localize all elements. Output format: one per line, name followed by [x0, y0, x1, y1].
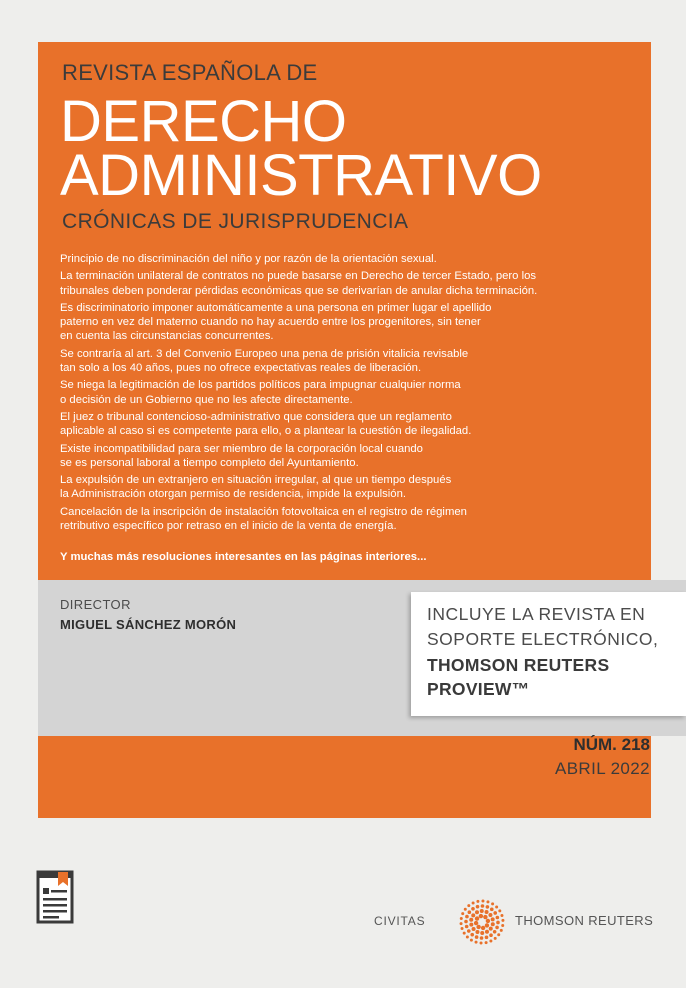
- logo-dot: [486, 905, 490, 909]
- logo-dot: [486, 900, 489, 903]
- logo-dot: [481, 926, 485, 930]
- logo-dot: [468, 910, 472, 914]
- logo-dot: [500, 929, 503, 932]
- logo-dot: [480, 909, 484, 913]
- logo-dot: [475, 930, 479, 934]
- logo-dot: [485, 910, 489, 914]
- contents-item-line: Se niega la legitimación de los partidos políticos para impugnar cualquier norma: [60, 379, 461, 392]
- logo-dot: [494, 937, 497, 940]
- logo-dot: [461, 912, 464, 915]
- logo-dot: [464, 920, 468, 924]
- logo-dot: [500, 914, 503, 917]
- issue-date: ABRIL 2022: [554, 759, 650, 778]
- contents-item: [60, 473, 620, 502]
- logo-dot: [467, 904, 470, 907]
- logo-dot: [489, 940, 492, 943]
- logo-dot: [495, 905, 498, 908]
- document-bookmark-icon: [36, 870, 76, 926]
- logo-dot: [496, 921, 500, 925]
- contents-item-line: la Administración otorgan permiso de residencia, impide la expulsión.: [60, 488, 406, 501]
- logo-dot: [489, 927, 493, 931]
- journal-pretitle: REVISTA ESPAÑOLA DE: [62, 60, 318, 85]
- contents-item: [60, 410, 620, 439]
- contents-item: [60, 347, 620, 376]
- logo-dot: [480, 936, 484, 940]
- logo-dot: [475, 935, 479, 939]
- contents-item-line: tan solo a los 40 años, pues no ofrece expectativas reales de liberación.: [60, 362, 422, 375]
- contents-item-line: retributivo específico por retraso en el inicio de la venta de energía.: [60, 520, 397, 533]
- journal-subtitle: CRÓNICAS DE JURISPRUDENCIA: [62, 210, 409, 233]
- civitas-imprint: CIVITAS: [374, 914, 426, 928]
- logo-dot: [491, 922, 495, 926]
- logo-dot: [485, 930, 489, 934]
- logo-dot: [485, 936, 489, 940]
- logo-dot: [469, 923, 473, 927]
- logo-dot: [472, 927, 476, 931]
- logo-dot: [480, 941, 483, 944]
- logo-dot: [496, 916, 500, 920]
- thomson-reuters-name: THOMSON REUTERS: [515, 913, 654, 928]
- contents-item-line: Es discriminatorio imponer automáticamente a una persona en primer lugar el apellido: [60, 301, 492, 314]
- contents-item-line: en cuenta las circunstancias concurrentes.: [60, 330, 274, 343]
- logo-dot: [474, 921, 478, 925]
- logo-dot: [489, 933, 493, 937]
- promo-line-1: INCLUYE LA REVISTA EN: [427, 604, 646, 624]
- logo-dot: [471, 913, 475, 917]
- contents-item: [60, 378, 620, 407]
- issue-number: NÚM. 218: [573, 735, 650, 754]
- contents-item-line: Existe incompatibilidad para ser miembro de la corporación local cuando: [60, 442, 423, 455]
- contents-item: [60, 252, 620, 266]
- logo-dot: [467, 929, 471, 933]
- logo-dot: [481, 904, 485, 908]
- logo-dot: [476, 925, 480, 929]
- logo-dot: [486, 919, 490, 923]
- proview-promo-box: [411, 592, 686, 716]
- contents-item: [60, 442, 620, 471]
- logo-dot: [460, 917, 463, 920]
- contents-item: [60, 269, 620, 298]
- logo-dot: [475, 910, 479, 914]
- logo-dot: [480, 931, 484, 935]
- contents-item-line: Principio de no discriminación del niño y por razón de la orientación sexual.: [60, 253, 437, 265]
- logo-dot: [465, 925, 469, 929]
- promo-line-4: PROVIEW™: [427, 679, 530, 699]
- contents-item: [60, 505, 620, 534]
- logo-dot: [479, 914, 483, 918]
- logo-dot: [472, 901, 475, 904]
- logo-dot: [497, 933, 500, 936]
- logo-dot: [501, 919, 504, 922]
- contents-list: [60, 252, 620, 536]
- logo-dot: [483, 915, 487, 919]
- logo-dot: [470, 939, 473, 942]
- director-name: MIGUEL SÁNCHEZ MORÓN: [60, 617, 237, 632]
- contents-item-line: El juez o tribunal contencioso-administrativo que considera que un reglamento: [60, 410, 452, 423]
- logo-dot: [463, 932, 466, 935]
- director-label: DIRECTOR: [60, 597, 131, 612]
- logo-dot: [481, 900, 484, 903]
- logo-dot: [465, 915, 469, 919]
- logo-dot: [485, 923, 489, 927]
- contents-item-line: o decisión de un Gobierno que no les afecte directamente.: [60, 393, 353, 406]
- logo-dot: [491, 902, 494, 905]
- logo-dot: [469, 918, 473, 922]
- contents-item-line: La expulsión de un extranjero en situación irregular, al que un tiempo después: [60, 474, 452, 487]
- logo-dot: [464, 908, 467, 911]
- more-resolutions-note: Y muchas más resoluciones interesantes en las páginas interiores...: [60, 551, 427, 563]
- logo-dot: [471, 907, 475, 911]
- logo-dot: [493, 930, 497, 934]
- journal-title-line2: ADMINISTRATIVO: [60, 143, 542, 208]
- contents-item-line: aplicable al caso si es competente para ello, o a plantear la cuestión de ilegalidad.: [60, 425, 472, 438]
- logo-dot: [466, 936, 469, 939]
- contents-item-line: paterno en vez del materno cuando no hay acuerdo entre los progenitores, sin tener: [60, 316, 481, 329]
- contents-item-line: Se contraría al art. 3 del Convenio Europeo una pena de prisión vitalicia revisable: [60, 347, 469, 360]
- contents-item-line: Cancelación de la inscripción de instalación fotovoltaica en el registro de régimen: [60, 505, 467, 518]
- promo-line-3: THOMSON REUTERS: [427, 655, 610, 675]
- logo-dot: [501, 924, 504, 927]
- promo-line-2: SOPORTE ELECTRÓNICO,: [427, 629, 659, 649]
- logo-dot: [476, 905, 480, 909]
- logo-dot: [475, 916, 479, 920]
- logo-dot: [476, 900, 479, 903]
- logo-dot: [461, 927, 464, 930]
- thomson-reuters-logo-icon: [458, 898, 506, 946]
- contents-item-line: se es personal laboral a tiempo completo del Ayuntamiento.: [60, 456, 359, 469]
- contents-item-line: La terminación unilateral de contratos no puede basarse en Derecho de tercer Estado, pero los: [60, 270, 537, 283]
- logo-dot: [475, 941, 478, 944]
- logo-dot: [470, 933, 474, 937]
- logo-dot: [493, 911, 497, 915]
- contents-item-line: tribunales deben ponderar pérdidas económicas que se derivarían de anular dicha terminación.: [60, 284, 538, 297]
- contents-item: [60, 301, 620, 344]
- logo-dot: [490, 908, 494, 912]
- logo-dot: [485, 941, 488, 944]
- logo-dot: [460, 922, 463, 925]
- logo-dot: [488, 913, 492, 917]
- logo-dot: [491, 917, 495, 921]
- logo-dot: [498, 909, 501, 912]
- logo-dot: [495, 926, 499, 930]
- journal-title-line1: DERECHO: [60, 89, 347, 154]
